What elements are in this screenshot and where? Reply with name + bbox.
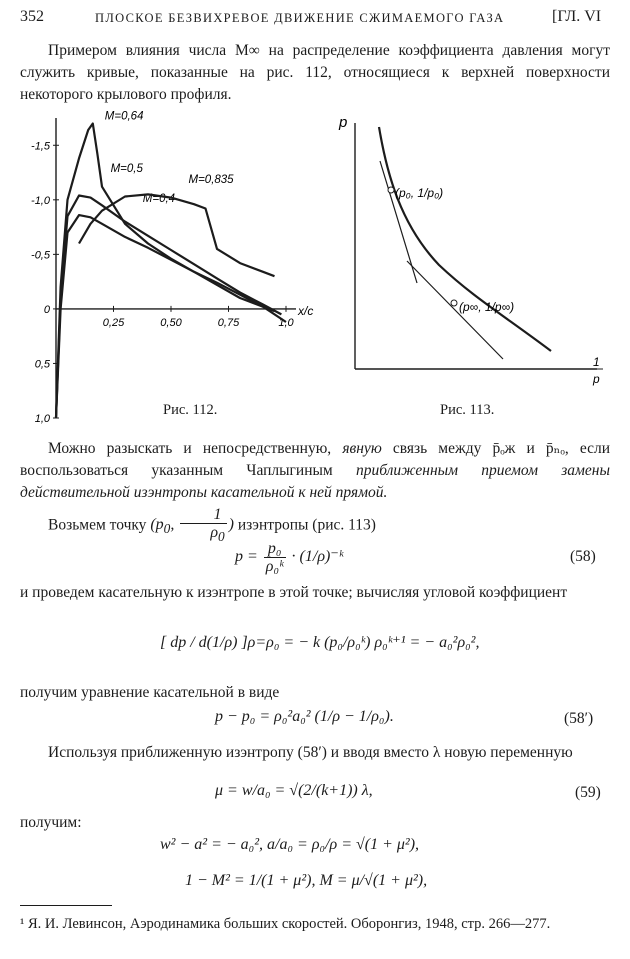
x-axis-label: x/c	[298, 303, 314, 318]
series-label: M=0,835	[188, 174, 234, 187]
chapter-label: [ГЛ. VI	[552, 8, 602, 25]
fig113-point2-label: (p∞, 1/p∞)	[459, 300, 515, 314]
footnote-rule	[20, 905, 112, 906]
fig113-axis-x-num: 1	[593, 355, 600, 369]
take-point-line: Возьмем точку ($p_0$, $\frac{1}{\rho_0}$ ) изэнтропы (рис. 113)	[48, 506, 376, 545]
obtain-word: получим:	[20, 814, 82, 831]
equation-59-tag: (59)	[575, 784, 601, 801]
y-tick-label: 0	[43, 303, 50, 316]
slope-equation: [ dp / d(1/ρ) ]ρ=ρ₀ = − k (p₀/ρ₀ᵏ) ρ₀ᵏ⁺¹ = − a₀²ρ₀²,	[160, 634, 480, 651]
series-label: M=0,5	[110, 163, 143, 175]
y-tick-label: -1,0	[31, 194, 50, 207]
y-tick-label: -1,5	[31, 140, 50, 153]
isentrope-curve	[379, 127, 551, 351]
tangent-equation-text: получим уравнение касательной в виде	[20, 684, 280, 701]
tangent-paragraph: и проведем касательную к изэнтропе в этой точке; вычисляя угловой коэффициент	[20, 584, 568, 601]
final-equation-1: w² − a² = − a₀², a/a₀ = ρ₀/ρ = √(1 + μ²),	[160, 836, 420, 853]
paragraph-explicit-relation: Можно разыскать и непосредственную, явную связь между p̄ₒж и p̄ₙₒ, если воспользоваться указанным Чаплыгиным приближенным приемом замены действительной изэнтропы касательной к ней прямой.	[20, 440, 611, 501]
series-M-0-64	[56, 124, 275, 419]
figure-113	[335, 115, 610, 395]
final-equation-2: 1 − M² = 1/(1 + μ²), M = μ/√(1 + μ²),	[185, 872, 428, 889]
substitution-paragraph: Используя приближенную изэнтропу (58′) и вводя вместо λ новую переменную	[48, 744, 573, 761]
x-tick-label: 0,25	[102, 316, 125, 329]
point-notation: ($p_0$, $\frac{1}{\rho_0}$ )	[150, 506, 234, 545]
y-tick-label: -0,5	[31, 249, 50, 262]
series-label: M=0,64	[104, 110, 144, 123]
series-M-0-5	[56, 196, 281, 419]
x-tick-label: 0,75	[217, 316, 240, 329]
equation-58: p = $\frac{\text{p₀}}{\text{ρ₀ᵏ}}$ · (1/ρ)⁻ᵏ	[235, 540, 344, 575]
page-number: 352	[20, 8, 44, 25]
y-tick-label: 0,5	[34, 358, 50, 371]
point-2-marker	[451, 300, 457, 306]
fig113-axis-x-den: p	[593, 372, 600, 386]
equation-58-prime-tag: (58′)	[564, 710, 594, 727]
x-tick-label: 1,0	[278, 316, 294, 329]
figure-112-caption: Рис. 112.	[163, 402, 218, 418]
fig113-axis-p: p	[339, 115, 348, 131]
fig113-point1-label: (p₀, 1/p₀)	[395, 186, 444, 200]
pressure-coefficient-chart	[31, 110, 313, 425]
point-1-marker	[388, 187, 394, 193]
figure-112	[18, 110, 338, 430]
intro-paragraph: Примером влияния числа M∞ на распределение коэффициента давления могут служить кривые, показанные на рис. 112, относящиеся к верхней поверхности некоторого крылового профиля.	[20, 42, 610, 103]
footnote: ¹ Я. И. Левинсон, Аэродинамика больших скоростей. Оборонгиз, 1948, стр. 266—277.	[20, 916, 551, 932]
running-title: ПЛОСКОЕ БЕЗВИХРЕВОЕ ДВИЖЕНИЕ СЖИМАЕМОГО ГАЗА	[95, 11, 505, 25]
y-tick-label: 1,0	[34, 413, 50, 425]
equation-59: μ = w/a₀ = √(2/(k+1)) λ,	[215, 782, 373, 799]
equation-58-prime: p − p₀ = ρ₀²a₀² (1/ρ − 1/ρ₀).	[215, 708, 394, 725]
x-tick-label: 0,50	[160, 316, 182, 329]
equation-58-tag: (58)	[570, 548, 596, 565]
figure-113-caption: Рис. 113.	[440, 402, 495, 418]
series-label: M=0,4	[142, 192, 176, 205]
